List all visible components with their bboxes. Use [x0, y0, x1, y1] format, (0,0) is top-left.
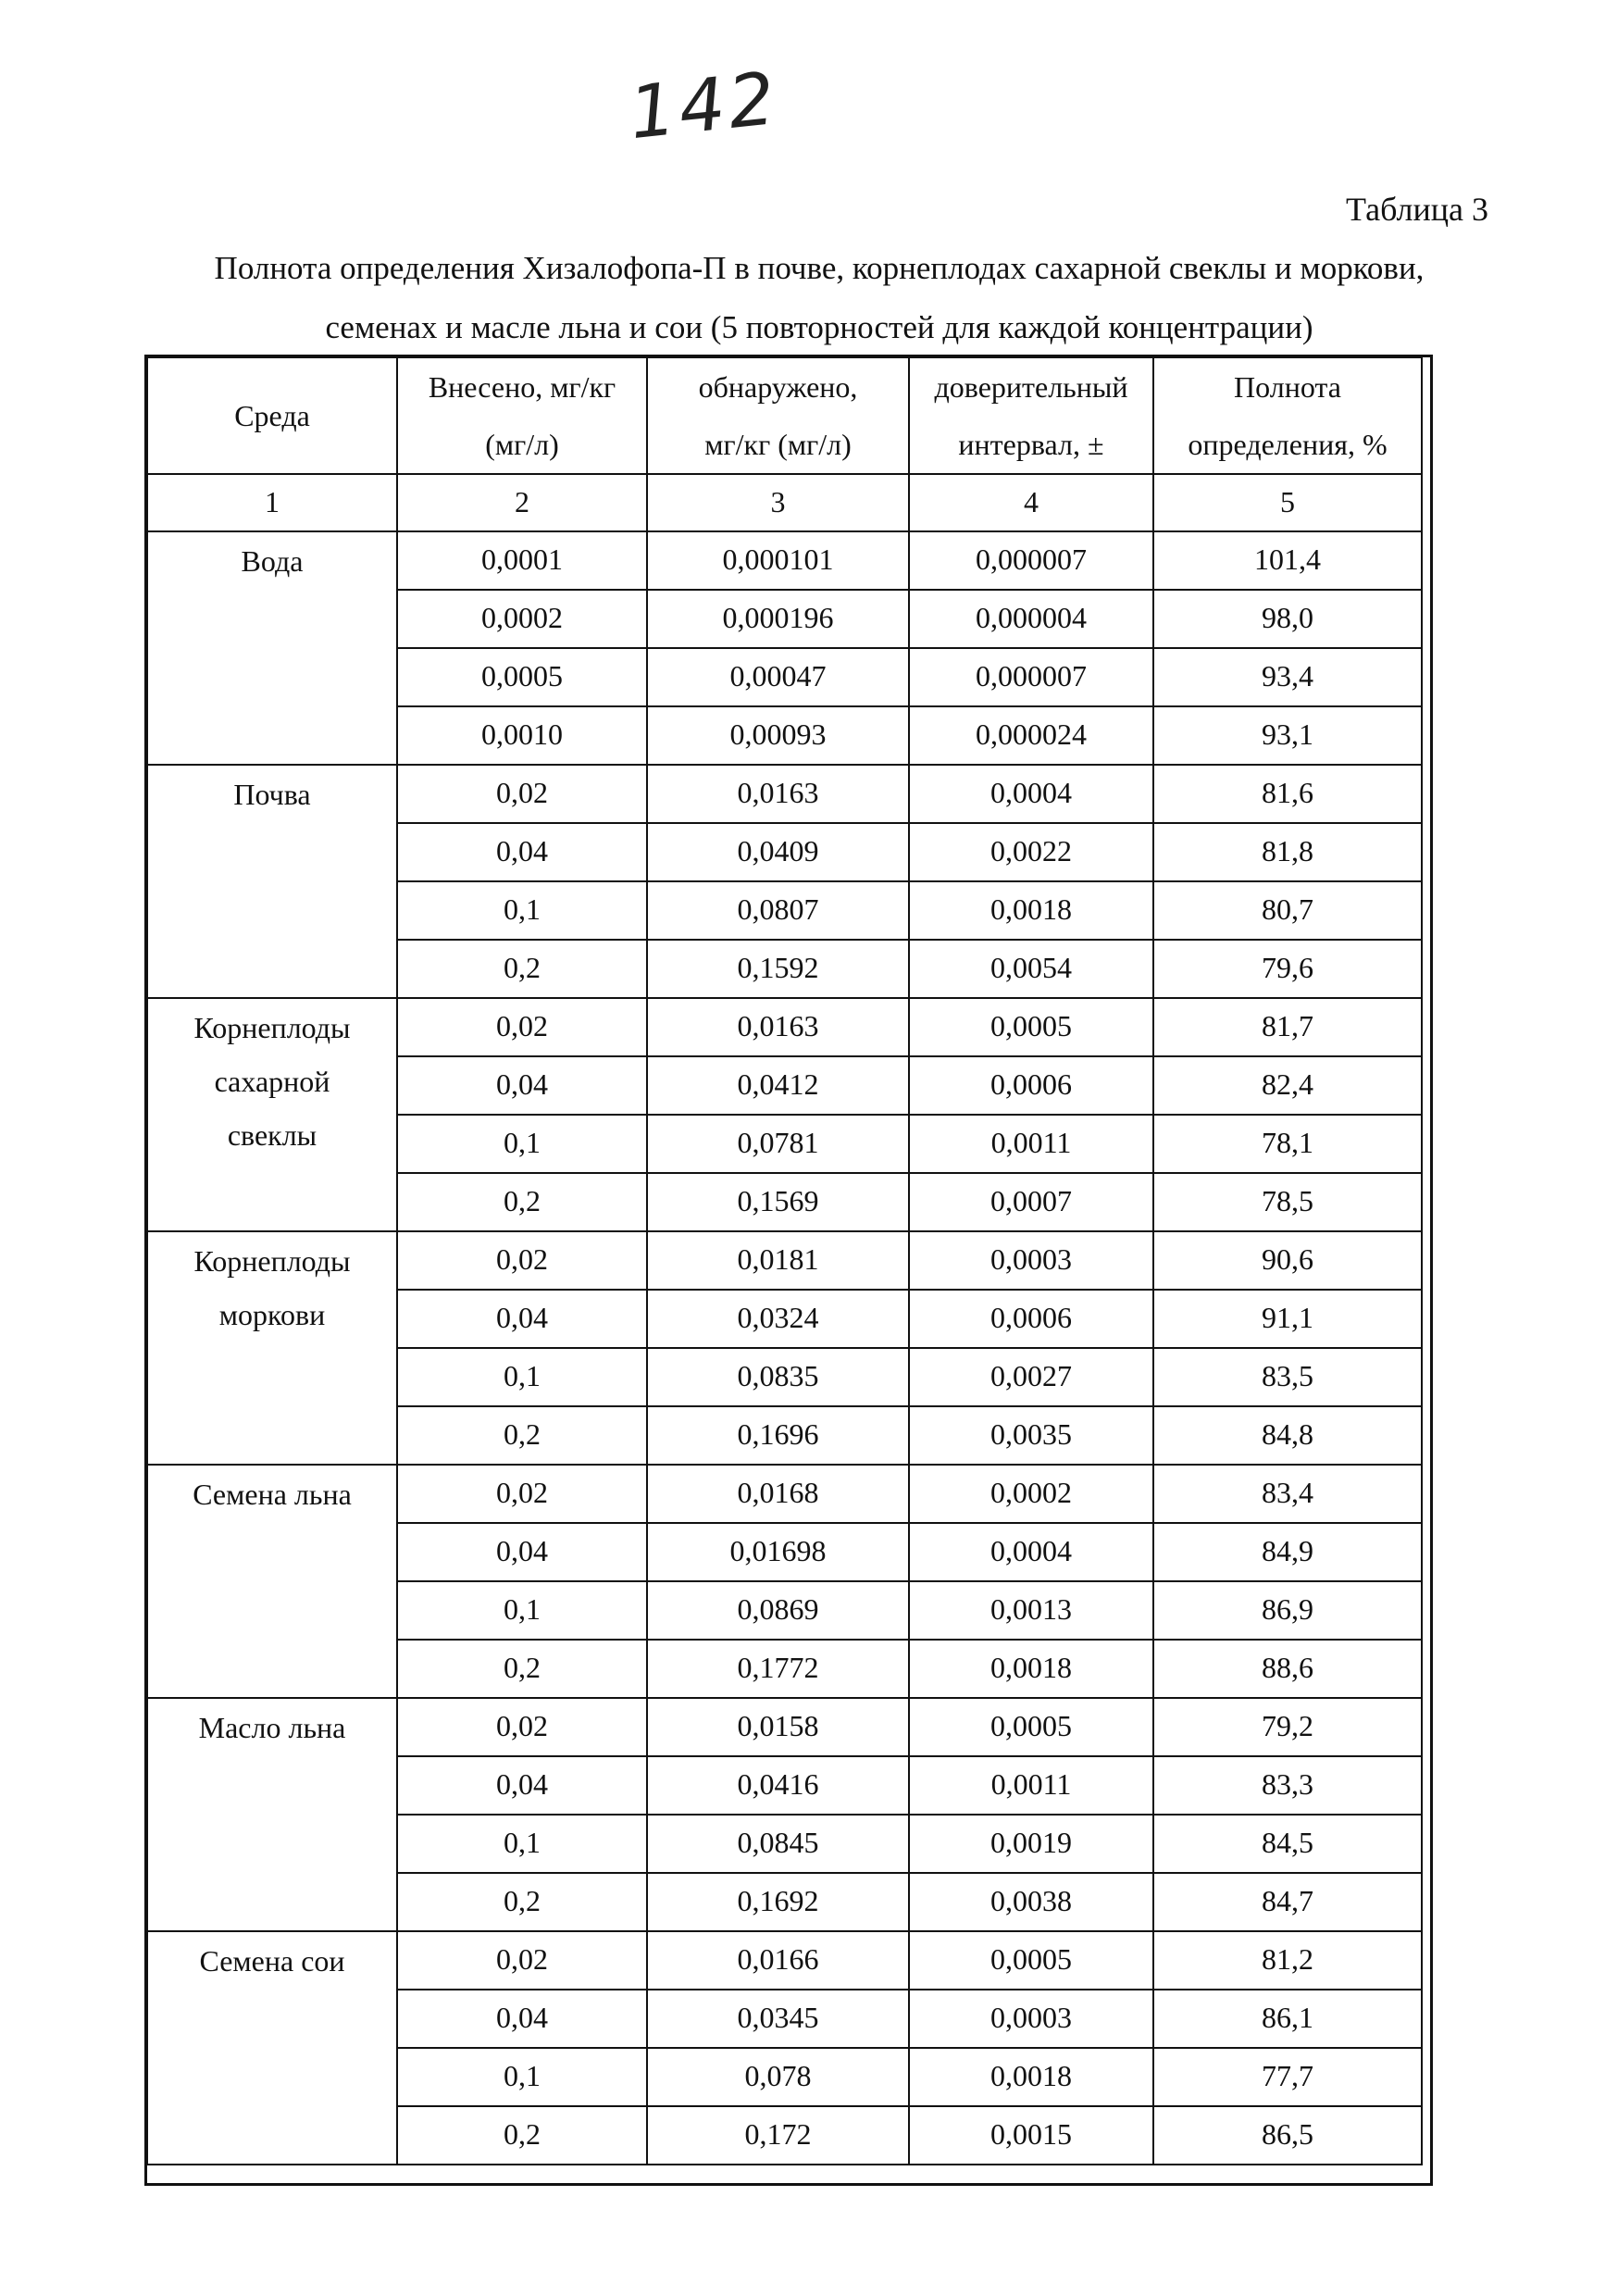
- handwritten-page-number: 142: [625, 56, 783, 156]
- found-cell: 0,1772: [647, 1640, 909, 1698]
- recovery-percent-cell: 86,5: [1153, 2106, 1422, 2165]
- confidence-interval-cell: 0,0013: [909, 1581, 1153, 1640]
- applied-cell: 0,2: [397, 1173, 647, 1231]
- recovery-percent-cell: 84,9: [1153, 1523, 1422, 1581]
- column-number: 1: [147, 474, 397, 531]
- header-text-line: обнаружено,: [698, 370, 858, 404]
- applied-cell: 0,2: [397, 1640, 647, 1698]
- medium-cell: [147, 531, 397, 765]
- applied-cell: 0,04: [397, 1523, 647, 1581]
- recovery-percent-cell: 80,7: [1153, 881, 1422, 940]
- medium-text-line: моркови: [218, 1298, 326, 1331]
- medium-text-line: свеклы: [227, 1118, 317, 1152]
- found-cell: 0,0163: [647, 998, 909, 1056]
- recovery-percent-cell: 101,4: [1153, 531, 1422, 590]
- medium-text-line: Масло льна: [198, 1711, 346, 1744]
- confidence-interval-cell: 0,000024: [909, 706, 1153, 765]
- medium-text-line: Корнеплоды: [193, 1244, 351, 1278]
- recovery-percent-cell: 83,4: [1153, 1465, 1422, 1523]
- column-header-2: [397, 357, 647, 474]
- confidence-interval-cell: 0,0006: [909, 1290, 1153, 1348]
- applied-cell: 0,1: [397, 1348, 647, 1406]
- confidence-interval-cell: 0,0003: [909, 1231, 1153, 1290]
- recovery-percent-cell: 81,6: [1153, 765, 1422, 823]
- header-text-line: интервал, ±: [958, 428, 1104, 461]
- found-cell: 0,1592: [647, 940, 909, 998]
- found-cell: 0,0781: [647, 1115, 909, 1173]
- medium-text-line: Семена сои: [199, 1944, 345, 1978]
- found-cell: 0,01698: [647, 1523, 909, 1581]
- applied-cell: 0,04: [397, 1990, 647, 2048]
- column-number: 5: [1153, 474, 1422, 531]
- header-text-line: Внесено, мг/кг: [428, 370, 616, 404]
- header-text-line: Полнота: [1234, 370, 1341, 404]
- found-cell: 0,0324: [647, 1290, 909, 1348]
- recovery-percent-cell: 90,6: [1153, 1231, 1422, 1290]
- applied-cell: 0,04: [397, 1756, 647, 1815]
- medium-text-line: сахарной: [214, 1065, 330, 1098]
- confidence-interval-cell: 0,0005: [909, 1931, 1153, 1990]
- confidence-interval-cell: 0,0005: [909, 998, 1153, 1056]
- recovery-percent-cell: 78,5: [1153, 1173, 1422, 1231]
- applied-cell: 0,0010: [397, 706, 647, 765]
- confidence-interval-cell: 0,0035: [909, 1406, 1153, 1465]
- applied-cell: 0,02: [397, 1698, 647, 1756]
- applied-cell: 0,0001: [397, 531, 647, 590]
- recovery-percent-cell: 91,1: [1153, 1290, 1422, 1348]
- recovery-percent-cell: 81,2: [1153, 1931, 1422, 1990]
- found-cell: 0,0181: [647, 1231, 909, 1290]
- recovery-percent-cell: 84,5: [1153, 1815, 1422, 1873]
- table-row: [147, 998, 1422, 1056]
- recovery-percent-cell: 79,2: [1153, 1698, 1422, 1756]
- applied-cell: 0,04: [397, 823, 647, 881]
- table-caption-line-2: семенах и масле льна и сои (5 повторностей для каждой концентрации): [325, 309, 1313, 345]
- confidence-interval-cell: 0,0006: [909, 1056, 1153, 1115]
- found-cell: 0,1692: [647, 1873, 909, 1931]
- recovery-percent-cell: 84,8: [1153, 1406, 1422, 1465]
- confidence-interval-cell: 0,0007: [909, 1173, 1153, 1231]
- column-number: 3: [647, 474, 909, 531]
- applied-cell: 0,1: [397, 2048, 647, 2106]
- confidence-interval-cell: 0,0018: [909, 2048, 1153, 2106]
- applied-cell: 0,0005: [397, 648, 647, 706]
- applied-cell: 0,02: [397, 1931, 647, 1990]
- column-header-1: [147, 357, 397, 474]
- medium-text-line: Почва: [233, 778, 311, 811]
- found-cell: 0,0166: [647, 1931, 909, 1990]
- table-row: [147, 531, 1422, 590]
- confidence-interval-cell: 0,000007: [909, 648, 1153, 706]
- found-cell: 0,0163: [647, 765, 909, 823]
- found-cell: 0,00093: [647, 706, 909, 765]
- confidence-interval-cell: 0,0003: [909, 1990, 1153, 2048]
- confidence-interval-cell: 0,0004: [909, 1523, 1153, 1581]
- confidence-interval-cell: 0,0022: [909, 823, 1153, 881]
- confidence-interval-cell: 0,0018: [909, 1640, 1153, 1698]
- table-row: [147, 765, 1422, 823]
- recovery-percent-cell: 79,6: [1153, 940, 1422, 998]
- recovery-percent-cell: 93,1: [1153, 706, 1422, 765]
- applied-cell: 0,1: [397, 881, 647, 940]
- table-row: [147, 1231, 1422, 1290]
- found-cell: 0,0807: [647, 881, 909, 940]
- found-cell: 0,1569: [647, 1173, 909, 1231]
- column-number-row: [147, 474, 1422, 531]
- table-label: Таблица 3: [1346, 191, 1488, 228]
- found-cell: 0,1696: [647, 1406, 909, 1465]
- table-row: [147, 1465, 1422, 1523]
- confidence-interval-cell: 0,0054: [909, 940, 1153, 998]
- table-row: [147, 1931, 1422, 1990]
- recovery-percent-cell: 77,7: [1153, 2048, 1422, 2106]
- found-cell: 0,0412: [647, 1056, 909, 1115]
- recovery-percent-cell: 86,9: [1153, 1581, 1422, 1640]
- found-cell: 0,0168: [647, 1465, 909, 1523]
- medium-text-line: Семена льна: [193, 1478, 352, 1511]
- medium-text-line: Корнеплоды: [193, 1011, 351, 1044]
- medium-cell: [147, 1231, 397, 1465]
- found-cell: 0,172: [647, 2106, 909, 2165]
- recovery-percent-cell: 84,7: [1153, 1873, 1422, 1931]
- medium-cell: [147, 1931, 397, 2165]
- confidence-interval-cell: 0,000004: [909, 590, 1153, 648]
- medium-cell: [147, 998, 397, 1231]
- confidence-interval-cell: 0,0004: [909, 765, 1153, 823]
- found-cell: 0,0869: [647, 1581, 909, 1640]
- recovery-percent-cell: 86,1: [1153, 1990, 1422, 2048]
- header-row: [147, 357, 1422, 474]
- medium-cell: [147, 1698, 397, 1931]
- table-header: [147, 357, 1422, 531]
- confidence-interval-cell: 0,0011: [909, 1115, 1153, 1173]
- confidence-interval-cell: 0,0019: [909, 1815, 1153, 1873]
- header-text-line: (мг/л): [485, 428, 559, 461]
- found-cell: 0,0416: [647, 1756, 909, 1815]
- confidence-interval-cell: 0,0018: [909, 881, 1153, 940]
- column-header-3: [647, 357, 909, 474]
- table-body: [147, 531, 1422, 2165]
- found-cell: 0,000196: [647, 590, 909, 648]
- applied-cell: 0,04: [397, 1056, 647, 1115]
- header-text-line: доверительный: [934, 370, 1128, 404]
- recovery-table: [146, 356, 1423, 2165]
- recovery-percent-cell: 82,4: [1153, 1056, 1422, 1115]
- found-cell: 0,0158: [647, 1698, 909, 1756]
- applied-cell: 0,2: [397, 1873, 647, 1931]
- confidence-interval-cell: 0,0015: [909, 2106, 1153, 2165]
- column-header-5: [1153, 357, 1422, 474]
- confidence-interval-cell: 0,0011: [909, 1756, 1153, 1815]
- confidence-interval-cell: 0,000007: [909, 531, 1153, 590]
- applied-cell: 0,04: [397, 1290, 647, 1348]
- column-header-4: [909, 357, 1153, 474]
- header-text-line: определения, %: [1188, 428, 1388, 461]
- recovery-percent-cell: 93,4: [1153, 648, 1422, 706]
- recovery-percent-cell: 81,8: [1153, 823, 1422, 881]
- confidence-interval-cell: 0,0002: [909, 1465, 1153, 1523]
- column-number: 4: [909, 474, 1153, 531]
- applied-cell: 0,0002: [397, 590, 647, 648]
- applied-cell: 0,1: [397, 1115, 647, 1173]
- medium-text-line: Вода: [241, 544, 304, 578]
- applied-cell: 0,1: [397, 1581, 647, 1640]
- found-cell: 0,000101: [647, 531, 909, 590]
- confidence-interval-cell: 0,0038: [909, 1873, 1153, 1931]
- found-cell: 0,0845: [647, 1815, 909, 1873]
- applied-cell: 0,1: [397, 1815, 647, 1873]
- applied-cell: 0,2: [397, 2106, 647, 2165]
- medium-cell: [147, 765, 397, 998]
- found-cell: 0,0409: [647, 823, 909, 881]
- confidence-interval-cell: 0,0005: [909, 1698, 1153, 1756]
- table-row: [147, 1698, 1422, 1756]
- header-text-line: мг/кг (мг/л): [704, 428, 852, 461]
- found-cell: 0,0835: [647, 1348, 909, 1406]
- applied-cell: 0,02: [397, 998, 647, 1056]
- recovery-percent-cell: 81,7: [1153, 998, 1422, 1056]
- found-cell: 0,0345: [647, 1990, 909, 2048]
- applied-cell: 0,02: [397, 765, 647, 823]
- recovery-percent-cell: 78,1: [1153, 1115, 1422, 1173]
- recovery-percent-cell: 83,3: [1153, 1756, 1422, 1815]
- applied-cell: 0,02: [397, 1231, 647, 1290]
- applied-cell: 0,2: [397, 940, 647, 998]
- recovery-percent-cell: 83,5: [1153, 1348, 1422, 1406]
- found-cell: 0,00047: [647, 648, 909, 706]
- header-text-line: Среда: [234, 399, 310, 432]
- column-number: 2: [397, 474, 647, 531]
- medium-cell: [147, 1465, 397, 1698]
- found-cell: 0,078: [647, 2048, 909, 2106]
- applied-cell: 0,2: [397, 1406, 647, 1465]
- recovery-percent-cell: 88,6: [1153, 1640, 1422, 1698]
- table-caption-line-1: Полнота определения Хизалофопа-П в почве, корнеплодах сахарной свеклы и моркови,: [214, 250, 1425, 286]
- applied-cell: 0,02: [397, 1465, 647, 1523]
- recovery-percent-cell: 98,0: [1153, 590, 1422, 648]
- confidence-interval-cell: 0,0027: [909, 1348, 1153, 1406]
